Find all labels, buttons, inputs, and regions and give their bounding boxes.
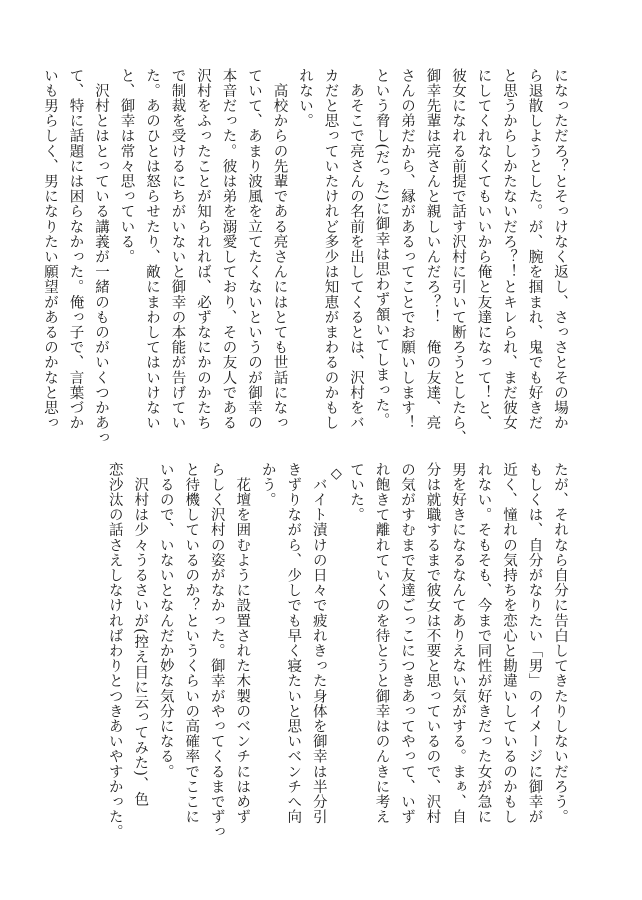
text-column: もしくは、自分がなりたい「男」のイメージに御幸が [526, 462, 543, 825]
text-column: いも男らしく、男になりたい願望があるのかなと思っ [42, 68, 58, 431]
text-column: にしてくれなくてもいいから俺と友達になって！と、 [475, 68, 492, 431]
text-column: あそこで亮さんの名前を出してくるとは、沢村をバ [348, 68, 364, 431]
text-column: た。あのひとは怒らせたり、敵にまわしてはいけない [144, 68, 160, 431]
text-column: 沢村とはとっている講義が一緒のものがいくつかあっ [93, 68, 109, 446]
text-column: いるので、いないとなんだか妙な気分になる。 [157, 462, 174, 780]
text-column: カだと思っていたけれど多少は知恵がまわるのかもし [322, 68, 339, 431]
text-column: 恋沙汰の話さえしなければわりとつきあいやすかった。 [106, 462, 123, 840]
section-separator: ◇ [330, 466, 343, 482]
text-column: 高校からの先輩である亮さんにはとても世話になっ [271, 68, 288, 431]
text-column: 分は就職するまで彼女は不要と思っているので、沢村 [424, 462, 441, 825]
bottom-text-block [101, 462, 572, 840]
text-column: 御幸先輩は亮さんと親しいんだろ？！ 俺の友達、亮 [424, 68, 441, 431]
text-column: と、御幸は常々思っている。 [118, 68, 135, 265]
text-column: れ飽きて離れていくのを待とうと御幸はのんきに考え [373, 462, 390, 825]
text-column: きずりながら、少しでも早く寝たいと思いベンチへ向 [285, 462, 302, 825]
text-column: ていた。 [348, 462, 364, 523]
text-column: かう。 [259, 462, 276, 508]
text-column: という脅し(だった)に御幸は思わず頷いてしまった。 [373, 68, 390, 428]
text-column: 彼女になれる前提で話す沢村に引いて断ろうとしたら、 [450, 68, 466, 446]
text-column: さんの弟だから、縁があるってことでお願いします！ [399, 68, 415, 431]
text-column: と待機しているのか？というくらいの高確率でここに [183, 462, 200, 825]
text-column: 花壇を囲むように設置された木製のベンチにはめず [234, 462, 251, 825]
text-column: 沢村は少々うるさいが(控え目に云ってみた)、色 [132, 462, 149, 807]
text-column: 近く、憧れの気持ちを恋心と勘違いしているのかもし [501, 462, 517, 825]
text-column: て、特に話題には困らなかった。俺っ子で、言葉づか [67, 68, 84, 431]
text-column: れない。 [297, 68, 313, 129]
text-column: ていて、あまり波風を立てたくないというのが御幸の [246, 68, 262, 431]
text-column: になっただろ？とそっけなく返し、さっさとその場か [552, 68, 568, 431]
text-column: 本音だった。彼は弟を溺愛しており、その友人である [220, 68, 237, 431]
text-column: 男を好きになるなんてありえない気がする。まぁ、自 [450, 462, 466, 825]
text-column: と思うからしかたないだろ？！とキレられ、まだ彼女 [501, 68, 517, 431]
text-column: らしく沢村の姿がなかった。御幸がやってくるまでずっ [208, 462, 225, 840]
text-column: バイト漬けの日々で疲れきった身体を御幸は半分引 [310, 462, 327, 825]
text-column: の気がすむまで友達ごっこにつきあってやって、いず [399, 462, 415, 825]
text-column: たが、それなら自分に告白してきたりしないだろう。 [552, 462, 568, 825]
text-column: れない。そもそも、今まで同性が好きだった女が急に [475, 462, 492, 825]
text-column: で制裁を受けるにちがいないと御幸の本能が告げてい [169, 68, 186, 431]
text-column: 沢村をふったことが知られれば、必ずなにかのかたち [195, 68, 211, 431]
text-column: ら退散しようとした。が、腕を掴まれ、鬼でも好きだ [526, 68, 543, 431]
top-text-block [37, 68, 573, 446]
